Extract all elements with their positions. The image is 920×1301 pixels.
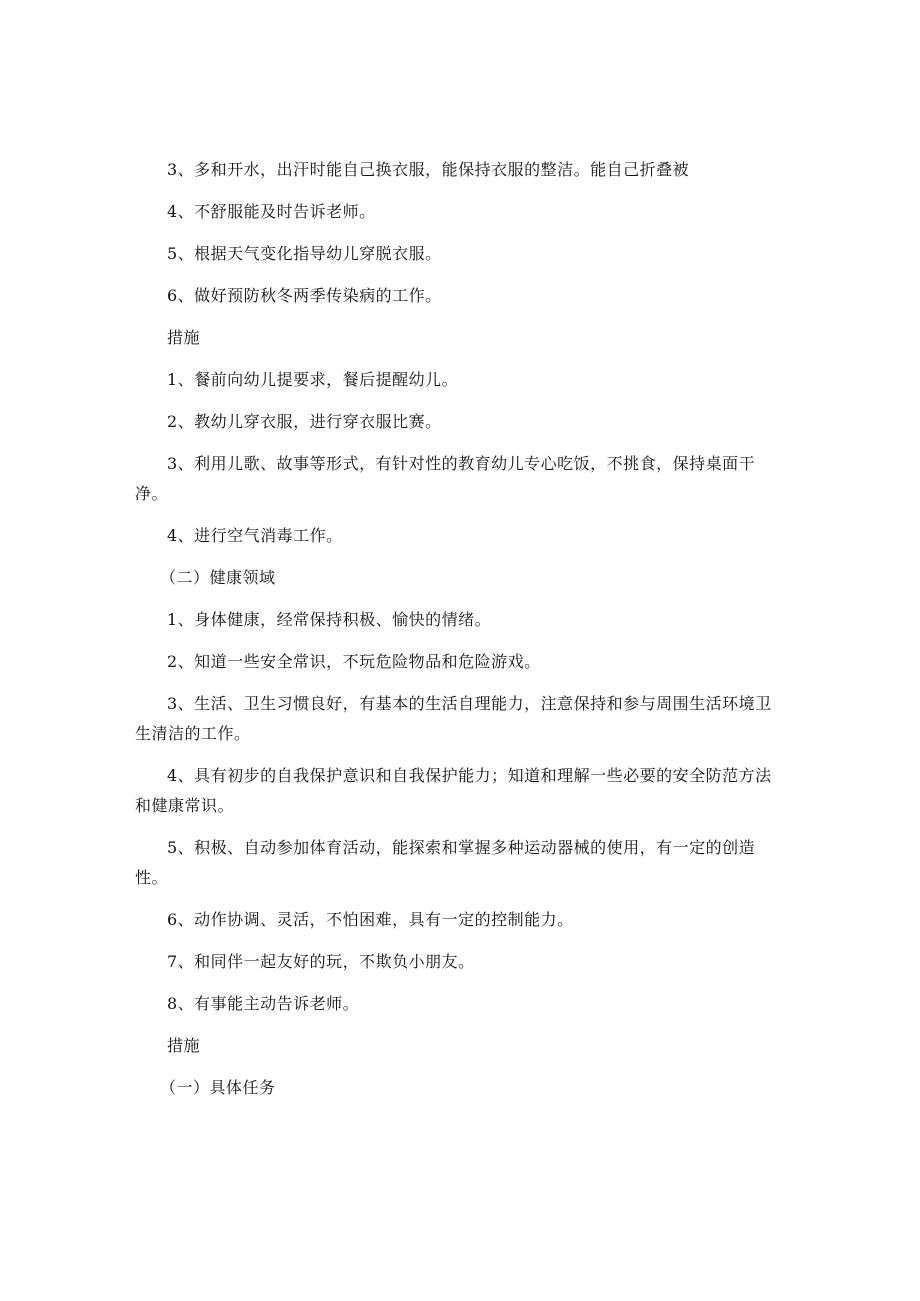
- paragraph: 4、进行空气消毒工作。: [167, 526, 343, 545]
- paragraph: 8、有事能主动告诉老师。: [167, 994, 360, 1013]
- section-label: 措施: [167, 328, 201, 347]
- document-body: [135, 155, 775, 1115]
- paragraph: 4、具有初步的自我保护意识和自我保护能力；知道和理解一些必要的安全防范方法和健康常识。: [135, 766, 772, 815]
- paragraph: 5、积极、自动参加体育活动，能探索和掌握多种运动器械的使用，有一定的创造性。: [135, 838, 756, 887]
- section-heading: （一）具体任务: [160, 1078, 276, 1097]
- paragraph: 3、生活、卫生习惯良好，有基本的生活自理能力，注意保持和参与周围生活环境卫生清洁的工作。: [135, 694, 772, 743]
- paragraph: 6、动作协调、灵活，不怕困难，具有一定的控制能力。: [167, 910, 574, 929]
- paragraph: 2、教幼儿穿衣服，进行穿衣服比赛。: [167, 412, 442, 431]
- section-label: 措施: [167, 1036, 201, 1055]
- paragraph: 3、多和开水，出汗时能自己换衣服，能保持衣服的整洁。能自己折叠被: [167, 160, 690, 179]
- paragraph: 2、知道一些安全常识，不玩危险物品和危险游戏。: [167, 652, 541, 671]
- paragraph: 3、利用儿歌、故事等形式，有针对性的教育幼儿专心吃饭，不挑食，保持桌面干净。: [135, 454, 756, 503]
- paragraph: 1、餐前向幼儿提要求，餐后提醒幼儿。: [167, 370, 459, 389]
- section-heading: （二）健康领域: [160, 568, 276, 587]
- paragraph: 7、和同伴一起友好的玩，不欺负小朋友。: [167, 952, 475, 971]
- paragraph: 5、根据天气变化指导幼儿穿脱衣服。: [167, 244, 442, 263]
- paragraph: 6、做好预防秋冬两季传染病的工作。: [167, 286, 442, 305]
- paragraph: 1、身体健康，经常保持积极、愉快的情绪。: [167, 610, 492, 629]
- paragraph: 4、不舒服能及时告诉老师。: [167, 202, 376, 221]
